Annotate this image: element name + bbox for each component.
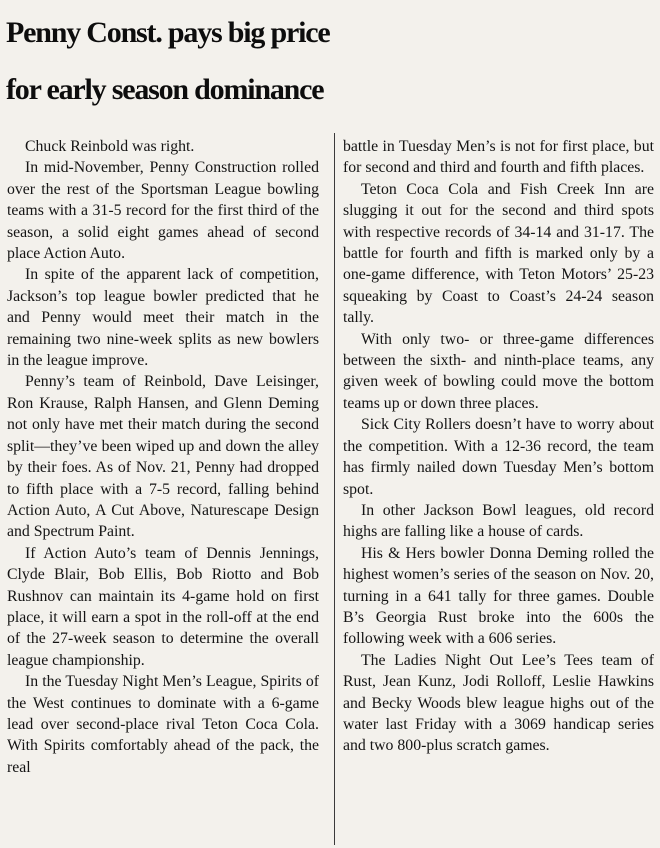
paragraph: Penny’s team of Reinbold, Dave Leisinger, Ron Krause, Ralph Hansen, and Glenn Deming not only have met their match during the second split—they’ve been wiped up and down the alley by their foes. As of Nov. 21, Penny had dropped to fifth place with a 7-5 record, falling behind Action Auto, A Cut Above, Naturescape Design and Spectrum Paint. bbox=[7, 373, 319, 541]
paragraph: Teton Coca Cola and Fish Creek Inn are slugging it out for the second and third spots with respective records of 34-14 and 31-17. The battle for fourth and fifth is marked only by a one-game difference, with Teton Motors’ 25-23 squeaking by Coast to Coast’s 24-24 season tally. bbox=[343, 180, 654, 327]
paragraph: Chuck Reinbold was right. bbox=[25, 138, 195, 155]
paragraph: His & Hers bowler Donna Deming rolled the highest women’s series of the season on Nov. 20, turning in a 641 tally for three games. Double B’s Georgia Rust broke into the 600s the following week with a 606 series. bbox=[343, 544, 654, 648]
headline bbox=[6, 4, 656, 118]
headline-line-1: Penny Const. pays big price bbox=[6, 16, 330, 49]
paragraph: The Ladies Night Out Lee’s Tees team of Rust, Jean Kunz, Jodi Rolloff, Leslie Hawkins and Becky Woods blew league highs out of the water last Friday with a 3069 handicap series and two 800-plus scratch games. bbox=[343, 651, 654, 755]
headline-line-2: for early season dominance bbox=[6, 73, 324, 106]
paragraph: In the Tuesday Night Men’s League, Spirits of the West continues to dominate with a 6-game lead over second-place rival Teton Coca Cola. With Spirits comfortably ahead of the pack, the real bbox=[7, 673, 319, 776]
paragraph: In other Jackson Bowl leagues, old record highs are falling like a house of cards. bbox=[343, 501, 654, 541]
paragraph: With only two- or three-game differences between the sixth- and ninth-place teams, any given week of bowling could move the bottom teams up or down three places. bbox=[343, 330, 654, 412]
article-column-left bbox=[7, 136, 319, 778]
paragraph: Sick City Rollers doesn’t have to worry about the competition. With a 12-36 record, the team has firmly nailed down Tuesday Men’s bottom spot. bbox=[343, 416, 654, 498]
paragraph: In mid-November, Penny Construction rolled over the rest of the Sportsman League bowling teams with a 31-5 record for the first third of the season, a solid eight games ahead of second place Action Auto. bbox=[7, 159, 319, 263]
paragraph: If Action Auto’s team of Dennis Jennings, Clyde Blair, Bob Ellis, Bob Riotto and Bob Rushnov can maintain its 4-game hold on first place, it will earn a spot in the roll-off at the end of the 27-week season to determine the overall league championship. bbox=[7, 544, 319, 669]
column-divider bbox=[334, 133, 335, 845]
paragraph-continuation: battle in Tuesday Men’s is not for first place, but for second and third and fourth and fifth places. bbox=[343, 138, 654, 177]
article-column-right bbox=[343, 136, 654, 757]
paragraph: In spite of the apparent lack of competition, Jackson’s top league bowler predicted that he and Penny would meet their match in the remaining two nine-week splits as new bowlers in the league improve. bbox=[7, 266, 319, 370]
